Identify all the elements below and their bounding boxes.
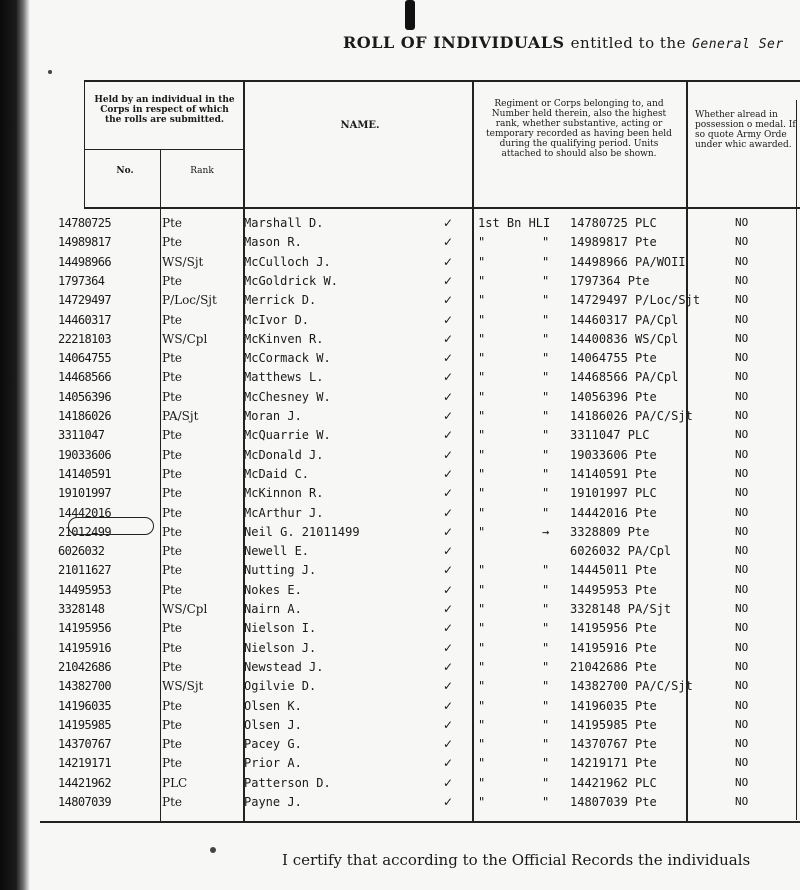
regiment-number-cell: 1797364 Pte bbox=[570, 273, 650, 288]
service-number: 14195985 bbox=[58, 717, 111, 732]
regiment-number-cell: 6026032 PA/Cpl bbox=[570, 544, 672, 559]
service-number: 14195916 bbox=[58, 640, 111, 655]
ditto-mark: " bbox=[542, 679, 550, 694]
service-number: 14729497 bbox=[58, 293, 111, 308]
title-handwritten: General Ser bbox=[692, 37, 784, 52]
medal-possession-cell: NO bbox=[735, 389, 749, 403]
table-row bbox=[0, 274, 800, 292]
regiment-number-cell: 3328148 PA/Sjt bbox=[570, 602, 672, 616]
medal-possession-cell: NO bbox=[735, 293, 749, 307]
regiment-number-cell: 3328809 Pte bbox=[570, 524, 650, 539]
name-cell: Mason R. bbox=[244, 235, 302, 250]
medal-possession-cell: NO bbox=[735, 717, 749, 731]
table-row bbox=[0, 467, 800, 485]
regiment-number-cell: 14729497 P/Loc/Sjt bbox=[570, 293, 701, 308]
battalion-cell: " bbox=[478, 563, 486, 578]
ditto-mark: " bbox=[542, 409, 550, 423]
medal-possession-cell: NO bbox=[735, 447, 749, 461]
table-row bbox=[0, 428, 800, 446]
name-cell: McDaid C. bbox=[244, 466, 310, 481]
service-number: 19033606 bbox=[58, 447, 111, 462]
ditto-mark: " bbox=[542, 389, 550, 404]
medal-possession-cell: NO bbox=[735, 370, 749, 384]
check-mark: ✓ bbox=[443, 775, 454, 790]
name-cell: Prior A. bbox=[244, 756, 302, 771]
header-whether: Whether alread in possession o medal. If so quote Army Orde under whic awarded. bbox=[695, 110, 796, 150]
battalion-cell: " bbox=[478, 659, 486, 674]
table-row bbox=[0, 313, 800, 331]
regiment-number-cell: 3311047 PLC bbox=[570, 428, 650, 443]
ditto-mark: " bbox=[542, 331, 550, 346]
check-mark: ✓ bbox=[443, 582, 454, 597]
table-top-rule bbox=[84, 80, 800, 82]
service-number: 3311047 bbox=[58, 428, 105, 443]
ditto-mark: " bbox=[542, 293, 550, 308]
name-cell: McIvor D. bbox=[244, 312, 310, 327]
table-row bbox=[0, 718, 800, 736]
rank-cell: P/Loc/Sjt bbox=[162, 293, 217, 308]
name-cell: Nutting J. bbox=[244, 563, 317, 578]
rank-cell: Pte bbox=[162, 524, 182, 539]
name-cell: McCulloch J. bbox=[244, 254, 331, 269]
check-mark: ✓ bbox=[443, 640, 454, 655]
scan-speck bbox=[405, 0, 415, 30]
battalion-cell: " bbox=[478, 698, 486, 713]
check-mark: ✓ bbox=[443, 505, 454, 520]
battalion-cell: " bbox=[478, 273, 486, 288]
battalion-cell: 1st Bn HLI bbox=[478, 216, 551, 230]
roll-title bbox=[343, 33, 784, 52]
ditto-mark: " bbox=[542, 370, 550, 385]
regiment-number-cell: 14195956 Pte bbox=[570, 621, 657, 636]
ditto-mark: " bbox=[542, 640, 550, 655]
service-number: 14498966 bbox=[58, 254, 111, 269]
rank-cell: WS/Cpl bbox=[162, 602, 208, 616]
check-mark: ✓ bbox=[443, 254, 454, 269]
table-row bbox=[0, 795, 800, 813]
table-row bbox=[0, 641, 800, 659]
service-number: 14780725 bbox=[58, 216, 111, 230]
battalion-cell: " bbox=[478, 293, 486, 308]
rank-cell: Pte bbox=[162, 659, 182, 674]
name-cell: Patterson D. bbox=[244, 775, 331, 790]
check-mark: ✓ bbox=[443, 524, 454, 539]
check-mark: ✓ bbox=[443, 351, 454, 366]
medal-possession-cell: NO bbox=[735, 795, 749, 808]
table-row bbox=[0, 583, 800, 601]
check-mark: ✓ bbox=[443, 795, 454, 809]
header-held-by: Held by an individual in the Corps in respect of which the rolls are submitted. bbox=[94, 95, 235, 125]
ditto-mark: → bbox=[542, 524, 550, 539]
check-mark: ✓ bbox=[443, 544, 454, 559]
check-mark: ✓ bbox=[443, 466, 454, 481]
table-row bbox=[0, 293, 800, 311]
battalion-cell: " bbox=[478, 775, 486, 790]
rank-cell: Pte bbox=[162, 273, 182, 288]
regiment-number-cell: 14460317 PA/Cpl bbox=[570, 312, 679, 327]
battalion-cell: " bbox=[478, 582, 486, 597]
check-mark: ✓ bbox=[443, 216, 454, 230]
battalion-cell: " bbox=[478, 524, 486, 539]
ditto-mark: " bbox=[542, 775, 550, 790]
ditto-mark: " bbox=[542, 254, 550, 269]
regiment-number-cell: 14064755 Pte bbox=[570, 351, 657, 366]
table-row bbox=[0, 255, 800, 273]
check-mark: ✓ bbox=[443, 409, 454, 423]
battalion-cell: " bbox=[478, 428, 486, 443]
name-cell: Merrick D. bbox=[244, 293, 317, 308]
service-number: 14186026 bbox=[58, 409, 111, 423]
regiment-number-cell: 21042686 Pte bbox=[570, 659, 657, 674]
table-row bbox=[0, 679, 800, 697]
rank-cell: Pte bbox=[162, 640, 182, 655]
ditto-mark: " bbox=[542, 235, 550, 250]
check-mark: ✓ bbox=[443, 737, 454, 752]
battalion-cell: " bbox=[478, 389, 486, 404]
scan-speck bbox=[48, 70, 52, 74]
regiment-number-cell: 14468566 PA/Cpl bbox=[570, 370, 679, 385]
table-row bbox=[0, 409, 800, 427]
battalion-cell: " bbox=[478, 409, 486, 423]
rank-cell: Pte bbox=[162, 466, 182, 481]
medal-possession-cell: NO bbox=[735, 486, 749, 500]
regiment-number-cell: 14140591 Pte bbox=[570, 466, 657, 481]
rank-cell: Pte bbox=[162, 486, 182, 501]
regiment-number-cell: 14400836 WS/Cpl bbox=[570, 331, 679, 346]
battalion-cell: " bbox=[478, 235, 486, 250]
ditto-mark: " bbox=[542, 659, 550, 674]
battalion-cell: " bbox=[478, 351, 486, 366]
name-cell: Neil G. 21011499 bbox=[244, 524, 360, 539]
table-row bbox=[0, 756, 800, 774]
medal-possession-cell: NO bbox=[735, 273, 749, 287]
check-mark: ✓ bbox=[443, 698, 454, 713]
check-mark: ✓ bbox=[443, 312, 454, 327]
service-number: 14807039 bbox=[58, 795, 111, 809]
battalion-cell: " bbox=[478, 466, 486, 481]
medal-possession-cell: NO bbox=[735, 621, 749, 635]
medal-possession-cell: NO bbox=[735, 563, 749, 577]
rank-cell: Pte bbox=[162, 756, 182, 771]
service-number: 21012499 bbox=[58, 524, 111, 539]
service-number: 14056396 bbox=[58, 389, 111, 404]
rank-cell: PA/Sjt bbox=[162, 409, 199, 423]
service-number: 6026032 bbox=[58, 544, 105, 559]
name-cell: Olsen J. bbox=[244, 717, 302, 732]
table-row bbox=[0, 448, 800, 466]
name-cell: Pacey G. bbox=[244, 737, 302, 752]
battalion-cell: " bbox=[478, 717, 486, 732]
rank-cell: WS/Sjt bbox=[162, 254, 204, 269]
check-mark: ✓ bbox=[443, 486, 454, 501]
regiment-number-cell: 14196035 Pte bbox=[570, 698, 657, 713]
battalion-cell: " bbox=[478, 795, 486, 809]
table-row bbox=[0, 660, 800, 678]
battalion-cell: " bbox=[478, 679, 486, 694]
title-sub: entitled to the bbox=[570, 34, 686, 52]
service-number: 14219171 bbox=[58, 756, 111, 771]
service-number: 14495953 bbox=[58, 582, 111, 597]
table-row bbox=[0, 351, 800, 369]
header-name: NAME. bbox=[340, 120, 380, 131]
ditto-mark: " bbox=[542, 795, 550, 809]
battalion-cell: " bbox=[478, 312, 486, 327]
check-mark: ✓ bbox=[443, 659, 454, 674]
battalion-cell: " bbox=[478, 447, 486, 462]
battalion-cell: " bbox=[478, 254, 486, 269]
medal-possession-cell: NO bbox=[735, 737, 749, 751]
service-number: 22218103 bbox=[58, 331, 111, 346]
rank-cell: Pte bbox=[162, 351, 182, 366]
battalion-cell: " bbox=[478, 370, 486, 385]
check-mark: ✓ bbox=[443, 679, 454, 694]
regiment-number-cell: 19101997 PLC bbox=[570, 486, 657, 501]
service-number: 14442016 bbox=[58, 505, 111, 520]
table-bottom-rule bbox=[40, 821, 800, 823]
table-row bbox=[0, 390, 800, 408]
service-number: 14460317 bbox=[58, 312, 111, 327]
ditto-mark: " bbox=[542, 273, 550, 288]
medal-possession-cell: NO bbox=[735, 254, 749, 268]
certification-line: I certify that according to the Official Records the individuals bbox=[282, 851, 751, 869]
rank-cell: Pte bbox=[162, 737, 182, 752]
table-row bbox=[0, 216, 800, 234]
name-cell: McCormack W. bbox=[244, 351, 331, 366]
service-number: 21011627 bbox=[58, 563, 111, 578]
name-cell: Newell E. bbox=[244, 544, 310, 559]
medal-possession-cell: NO bbox=[735, 544, 749, 558]
check-mark: ✓ bbox=[443, 273, 454, 288]
name-cell: Nielson I. bbox=[244, 621, 317, 636]
medal-possession-cell: NO bbox=[735, 466, 749, 480]
rank-cell: Pte bbox=[162, 795, 182, 809]
sub-header-rule bbox=[84, 149, 244, 150]
name-cell: Marshall D. bbox=[244, 216, 324, 230]
check-mark: ✓ bbox=[443, 235, 454, 250]
table-row bbox=[0, 235, 800, 253]
medal-possession-cell: NO bbox=[735, 351, 749, 365]
name-cell: Matthews L. bbox=[244, 370, 324, 385]
name-cell: McQuarrie W. bbox=[244, 428, 331, 443]
check-mark: ✓ bbox=[443, 621, 454, 636]
regiment-number-cell: 14807039 Pte bbox=[570, 795, 657, 809]
medal-possession-cell: NO bbox=[735, 698, 749, 712]
regiment-number-cell: 14445011 Pte bbox=[570, 563, 657, 578]
ditto-mark: " bbox=[542, 698, 550, 713]
name-cell: McDonald J. bbox=[244, 447, 324, 462]
name-cell: Ogilvie D. bbox=[244, 679, 317, 694]
check-mark: ✓ bbox=[443, 428, 454, 443]
service-number: 14468566 bbox=[58, 370, 111, 385]
service-number: 14196035 bbox=[58, 698, 111, 713]
check-mark: ✓ bbox=[443, 756, 454, 771]
regiment-number-cell: 19033606 Pte bbox=[570, 447, 657, 462]
ditto-mark: " bbox=[542, 351, 550, 366]
header-regiment: Regiment or Corps belonging to, and Number held therein, also the highest rank, whether substantive, acting or temporary recorded as having been held during the qualifying period. Units attached to should also be shown. bbox=[486, 99, 672, 159]
battalion-cell: " bbox=[478, 331, 486, 346]
check-mark: ✓ bbox=[443, 717, 454, 732]
rank-cell: Pte bbox=[162, 428, 182, 443]
regiment-number-cell: 14495953 Pte bbox=[570, 582, 657, 597]
rank-cell: Pte bbox=[162, 216, 182, 230]
rank-cell: Pte bbox=[162, 389, 182, 404]
header-bottom-rule bbox=[84, 207, 800, 209]
service-number: 19101997 bbox=[58, 486, 111, 501]
ditto-mark: " bbox=[542, 717, 550, 732]
service-number: 14064755 bbox=[58, 351, 111, 366]
rank-cell: Pte bbox=[162, 312, 182, 327]
name-cell: McArthur J. bbox=[244, 505, 324, 520]
battalion-cell: " bbox=[478, 621, 486, 636]
battalion-cell: " bbox=[478, 505, 486, 520]
table-row bbox=[0, 370, 800, 388]
name-cell: Olsen K. bbox=[244, 698, 302, 713]
rank-cell: Pte bbox=[162, 505, 182, 520]
service-number: 14140591 bbox=[58, 466, 111, 481]
check-mark: ✓ bbox=[443, 389, 454, 404]
rank-cell: PLC bbox=[162, 775, 188, 790]
col-rule-left bbox=[84, 80, 85, 208]
medal-possession-cell: NO bbox=[735, 679, 749, 693]
regiment-number-cell: 14186026 PA/C/Sjt bbox=[570, 409, 693, 423]
header-rank: Rank bbox=[190, 166, 214, 176]
battalion-cell: " bbox=[478, 756, 486, 771]
table-row bbox=[0, 544, 800, 562]
circled-number-mark bbox=[68, 517, 154, 535]
name-cell: Moran J. bbox=[244, 409, 302, 423]
table-row bbox=[0, 699, 800, 717]
rank-cell: Pte bbox=[162, 370, 182, 385]
name-cell: McGoldrick W. bbox=[244, 273, 338, 288]
ditto-mark: " bbox=[542, 505, 550, 520]
name-cell: Payne J. bbox=[244, 795, 302, 809]
check-mark: ✓ bbox=[443, 293, 454, 308]
table-row bbox=[0, 602, 800, 620]
battalion-cell: " bbox=[478, 737, 486, 752]
regiment-number-cell: 14421962 PLC bbox=[570, 775, 657, 790]
ditto-mark: " bbox=[542, 582, 550, 597]
service-number: 14421962 bbox=[58, 775, 111, 790]
regiment-number-cell: 14442016 Pte bbox=[570, 505, 657, 520]
service-number: 14989817 bbox=[58, 235, 111, 250]
service-number: 21042686 bbox=[58, 659, 111, 674]
medal-possession-cell: NO bbox=[735, 659, 749, 673]
ditto-mark: " bbox=[542, 756, 550, 771]
table-row bbox=[0, 621, 800, 639]
regiment-number-cell: 14056396 Pte bbox=[570, 389, 657, 404]
service-number: 1797364 bbox=[58, 273, 105, 288]
name-cell: Nielson J. bbox=[244, 640, 317, 655]
check-mark: ✓ bbox=[443, 563, 454, 578]
check-mark: ✓ bbox=[443, 447, 454, 462]
rank-cell: Pte bbox=[162, 447, 182, 462]
service-number: 14382700 bbox=[58, 679, 111, 694]
ditto-mark: " bbox=[542, 428, 550, 443]
regiment-number-cell: 14370767 Pte bbox=[570, 737, 657, 752]
rank-cell: Pte bbox=[162, 621, 182, 636]
ditto-mark: " bbox=[542, 486, 550, 501]
ditto-mark: " bbox=[542, 447, 550, 462]
rank-cell: Pte bbox=[162, 235, 182, 250]
regiment-number-cell: 14780725 PLC bbox=[570, 216, 657, 230]
ditto-mark: " bbox=[542, 466, 550, 481]
medal-possession-cell: NO bbox=[735, 409, 749, 422]
name-cell: Newstead J. bbox=[244, 659, 324, 674]
regiment-number-cell: 14195985 Pte bbox=[570, 717, 657, 732]
name-cell: Nokes E. bbox=[244, 582, 302, 597]
name-cell: McKinven R. bbox=[244, 331, 324, 346]
medal-possession-cell: NO bbox=[735, 582, 749, 596]
check-mark: ✓ bbox=[443, 602, 454, 616]
table-row bbox=[0, 332, 800, 350]
regiment-number-cell: 14195916 Pte bbox=[570, 640, 657, 655]
battalion-cell: " bbox=[478, 640, 486, 655]
table-row bbox=[0, 486, 800, 504]
ditto-mark: " bbox=[542, 602, 550, 616]
rank-cell: WS/Sjt bbox=[162, 679, 204, 694]
ditto-mark: " bbox=[542, 563, 550, 578]
medal-possession-cell: NO bbox=[735, 505, 749, 519]
ditto-mark: " bbox=[542, 312, 550, 327]
title-main: ROLL OF INDIVIDUALS bbox=[343, 33, 565, 52]
service-number: 3328148 bbox=[58, 602, 105, 616]
regiment-number-cell: 14989817 Pte bbox=[570, 235, 657, 250]
medal-possession-cell: NO bbox=[735, 640, 749, 654]
rank-cell: Pte bbox=[162, 582, 182, 597]
battalion-cell: " bbox=[478, 486, 486, 501]
medal-possession-cell: NO bbox=[735, 312, 749, 326]
rank-cell: Pte bbox=[162, 698, 182, 713]
medal-possession-cell: NO bbox=[735, 235, 749, 249]
regiment-number-cell: 14498966 PA/WOII bbox=[570, 254, 686, 269]
ditto-mark: " bbox=[542, 621, 550, 636]
check-mark: ✓ bbox=[443, 331, 454, 346]
battalion-cell: " bbox=[478, 602, 486, 616]
rank-cell: Pte bbox=[162, 563, 182, 578]
table-row bbox=[0, 563, 800, 581]
service-number: 14370767 bbox=[58, 737, 111, 752]
medal-possession-cell: NO bbox=[735, 428, 749, 442]
scan-speck bbox=[210, 847, 216, 853]
regiment-number-cell: 14219171 Pte bbox=[570, 756, 657, 771]
rank-cell: Pte bbox=[162, 544, 182, 559]
medal-possession-cell: NO bbox=[735, 524, 749, 538]
medal-possession-cell: NO bbox=[735, 756, 749, 770]
rank-cell: Pte bbox=[162, 717, 182, 732]
medal-possession-cell: NO bbox=[735, 216, 749, 229]
medal-possession-cell: NO bbox=[735, 775, 749, 789]
ditto-mark: " bbox=[542, 737, 550, 752]
medal-possession-cell: NO bbox=[735, 331, 749, 345]
table-row bbox=[0, 776, 800, 794]
check-mark: ✓ bbox=[443, 370, 454, 385]
name-cell: McKinnon R. bbox=[244, 486, 324, 501]
header-no: No. bbox=[116, 166, 134, 176]
table-row bbox=[0, 737, 800, 755]
name-cell: Nairn A. bbox=[244, 602, 302, 616]
regiment-number-cell: 14382700 PA/C/Sjt bbox=[570, 679, 693, 694]
service-number: 14195956 bbox=[58, 621, 111, 636]
name-cell: McChesney W. bbox=[244, 389, 331, 404]
medal-possession-cell: NO bbox=[735, 602, 749, 615]
rank-cell: WS/Cpl bbox=[162, 331, 208, 346]
